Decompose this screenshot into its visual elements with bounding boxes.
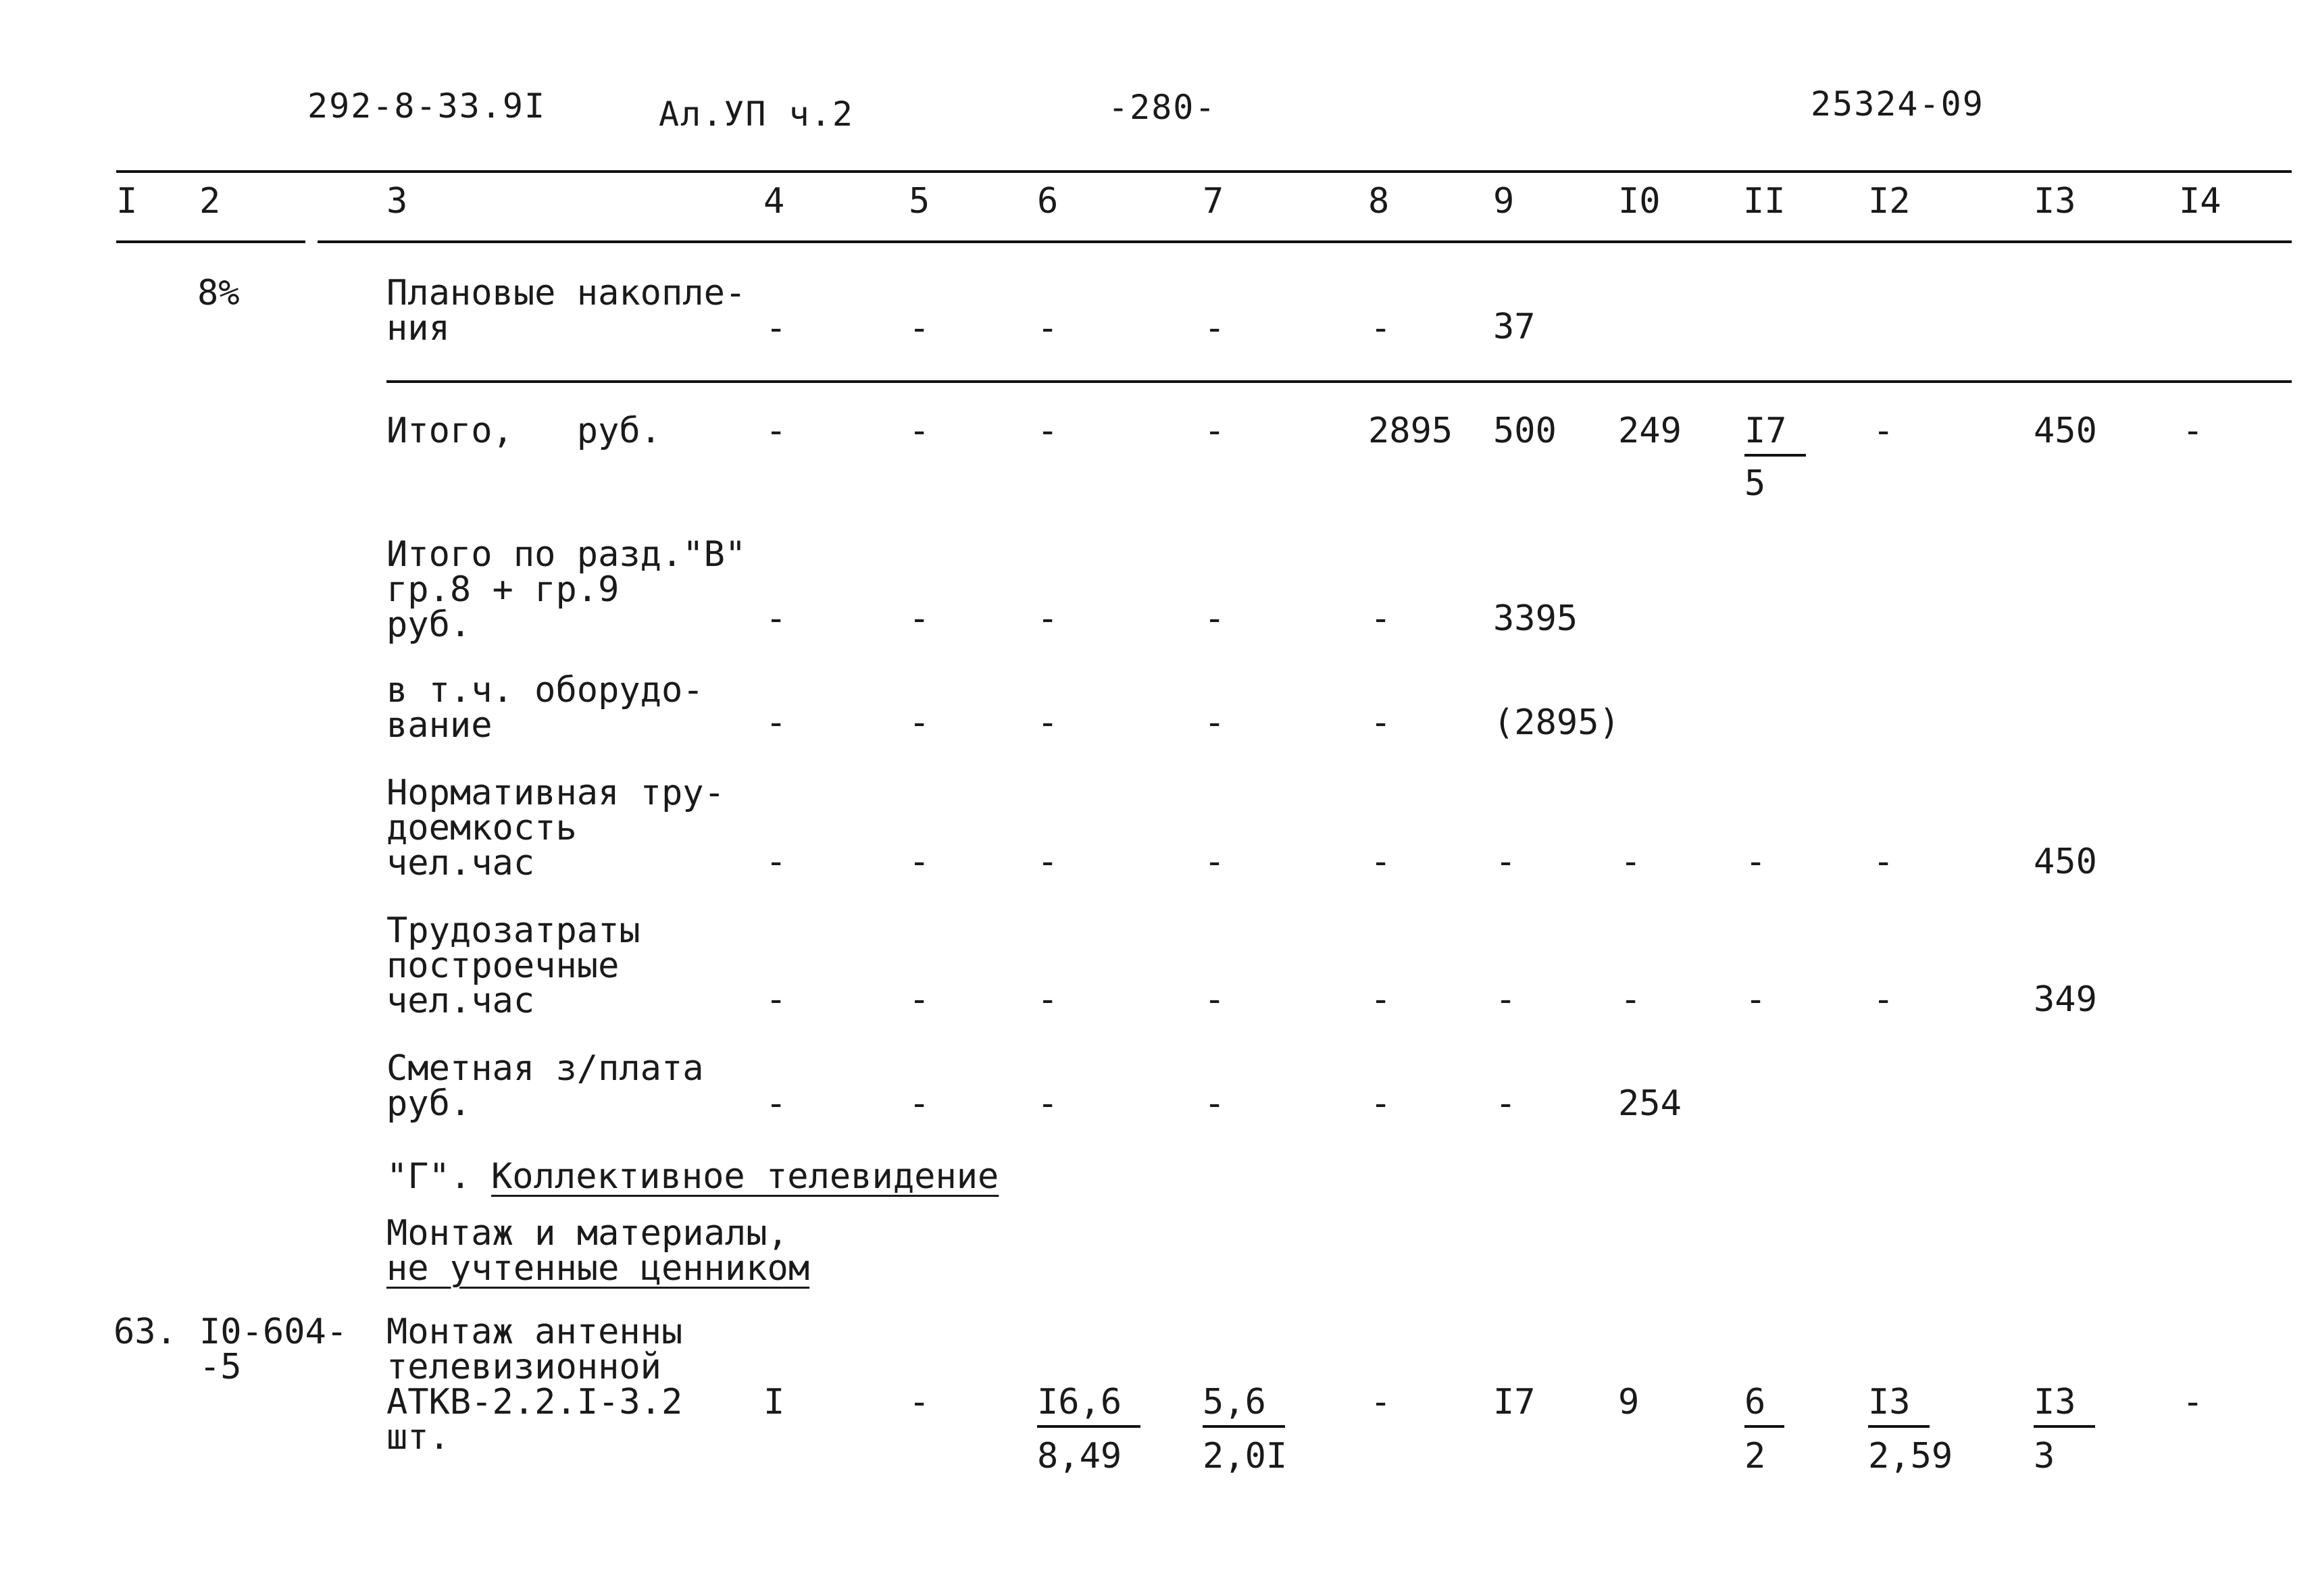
dash-c6: - [1037, 979, 1059, 1020]
dash-c10: - [1620, 979, 1642, 1020]
item-number: 63. [114, 1312, 177, 1352]
dash-c8: - [1370, 702, 1392, 743]
dash-c10: - [1620, 842, 1642, 882]
subheading-line-2: не учтенные ценником [386, 1248, 810, 1289]
dash-c6: - [1037, 598, 1059, 639]
dash-c4: - [765, 842, 787, 882]
dash-c4: - [765, 979, 787, 1020]
col-header-14: I4 [2179, 181, 2221, 222]
value-c13: 450 [2034, 411, 2097, 451]
dash-c7: - [1204, 598, 1226, 639]
dash-c9: - [1495, 979, 1517, 1020]
row-label: в т.ч. оборудо- вание [386, 670, 704, 746]
dash-c7: - [1204, 842, 1226, 882]
dash-c5: - [909, 308, 930, 349]
dash-c4: - [765, 702, 787, 743]
col-header-10: I0 [1618, 181, 1661, 222]
value-c12-numerator: I3 [1868, 1385, 1930, 1428]
value-c13: 349 [2034, 979, 2097, 1020]
value-c4: I [763, 1382, 785, 1422]
value-c13-denominator: 3 [2034, 1436, 2055, 1476]
value-c13-numerator: I3 [2034, 1385, 2095, 1428]
value-c9: 37 [1493, 307, 1536, 347]
dash-c11: - [1745, 979, 1767, 1020]
dash-c8: - [1370, 842, 1392, 882]
dash-c7: - [1204, 411, 1226, 451]
dash-c6: - [1037, 842, 1059, 882]
value-c9: 3395 [1493, 598, 1578, 639]
value-c10: 254 [1618, 1083, 1682, 1124]
value-c9: (2895) [1493, 702, 1620, 743]
value-c11-numerator: 6 [1744, 1385, 1784, 1428]
dash-c4: - [765, 308, 787, 349]
value-c11-denominator: 5 [1744, 463, 1766, 504]
value-c12: - [1873, 411, 1894, 451]
subheading-line-1: Монтаж и материалы, [386, 1213, 788, 1254]
row-label: Итого по разд."В" гр.8 + гр.9 руб. [386, 534, 747, 645]
dash-c4: - [765, 598, 787, 639]
value-c5: - [909, 1382, 930, 1422]
col-header-4: 4 [763, 181, 785, 222]
col-header-6: 6 [1037, 181, 1059, 222]
value-c7-numerator: 5,6 [1203, 1385, 1285, 1428]
column-header-rule [318, 240, 2292, 243]
row-label: Плановые накопле- ния [386, 273, 747, 349]
col-header-13: I3 [2034, 181, 2076, 222]
doc-number: 25324-09 [1811, 84, 1984, 124]
value-c14: - [2182, 1382, 2204, 1422]
col-header-9: 9 [1493, 181, 1515, 222]
item-code: I0-604- -5 [199, 1312, 348, 1387]
value-c6-denominator: 8,49 [1037, 1436, 1122, 1476]
row-label: Трудозатраты построечные чел.час [386, 910, 640, 1021]
page-number: -280- [1108, 88, 1217, 127]
column-header-rule-left [116, 240, 305, 243]
value-c8: 2895 [1368, 411, 1453, 451]
document-code: 292-8-33.9I [307, 86, 547, 126]
section-title: Коллективное телевидение [491, 1156, 999, 1197]
value-c10: 9 [1618, 1382, 1640, 1422]
dash-c12: - [1873, 979, 1894, 1020]
value-c8: - [1370, 1382, 1392, 1422]
row-label: Нормативная тру- доемкость чел.час [386, 773, 725, 883]
dash-c5: - [909, 598, 930, 639]
dash-c12: - [1873, 842, 1894, 882]
col-header-5: 5 [909, 181, 930, 222]
dash-c6: - [1037, 1083, 1059, 1124]
row-label: Сметная з/плата руб. [386, 1048, 704, 1124]
dash-c4: - [765, 1083, 787, 1124]
row-label: Итого, руб. [386, 411, 661, 451]
section-prefix: "Г". [386, 1156, 472, 1197]
subtotal-rule [386, 380, 2292, 383]
dash-c5: - [909, 702, 930, 743]
dash-c5: - [909, 979, 930, 1020]
dash-c6: - [1037, 702, 1059, 743]
dash-c7: - [1204, 1083, 1226, 1124]
dash-c7: - [1204, 702, 1226, 743]
dash-c7: - [1204, 308, 1226, 349]
dash-c7: - [1204, 979, 1226, 1020]
dash-c5: - [909, 842, 930, 882]
value-c12-denominator: 2,59 [1868, 1436, 1953, 1476]
col-header-7: 7 [1203, 181, 1224, 222]
dash-c11: - [1745, 842, 1767, 882]
col-header-8: 8 [1368, 181, 1390, 222]
dash-c9: - [1495, 1083, 1517, 1124]
dash-c8: - [1370, 979, 1392, 1020]
album-number: Ал.УП ч.2 [659, 95, 854, 134]
dash-c4: - [765, 411, 787, 451]
value-c9: 500 [1493, 411, 1557, 451]
table-top-rule [116, 170, 2292, 173]
dash-c9: - [1495, 842, 1517, 882]
value-c14: - [2182, 411, 2204, 451]
value-c7-denominator: 2,0I [1203, 1436, 1288, 1476]
dash-c8: - [1370, 598, 1392, 639]
percent-value: 8% [197, 273, 240, 313]
value-c11-numerator: I7 [1744, 413, 1806, 457]
dash-c6: - [1037, 308, 1059, 349]
value-c13: 450 [2034, 842, 2097, 882]
row-label: Монтаж антенны телевизионной АТКВ-2.2.I-3.2 шт. [386, 1312, 683, 1458]
dash-c5: - [909, 411, 930, 451]
value-c10: 249 [1618, 411, 1682, 451]
col-header-2: 2 [199, 181, 221, 222]
dash-c5: - [909, 1083, 930, 1124]
col-header-1: I [116, 181, 138, 222]
col-header-11: II [1743, 181, 1786, 222]
value-c6-numerator: I6,6 [1037, 1385, 1140, 1428]
dash-c8: - [1370, 308, 1392, 349]
dash-c6: - [1037, 411, 1059, 451]
value-c9: I7 [1493, 1382, 1536, 1422]
col-header-3: 3 [386, 181, 408, 222]
value-c11-denominator: 2 [1744, 1436, 1766, 1476]
col-header-12: I2 [1868, 181, 1911, 222]
dash-c8: - [1370, 1083, 1392, 1124]
